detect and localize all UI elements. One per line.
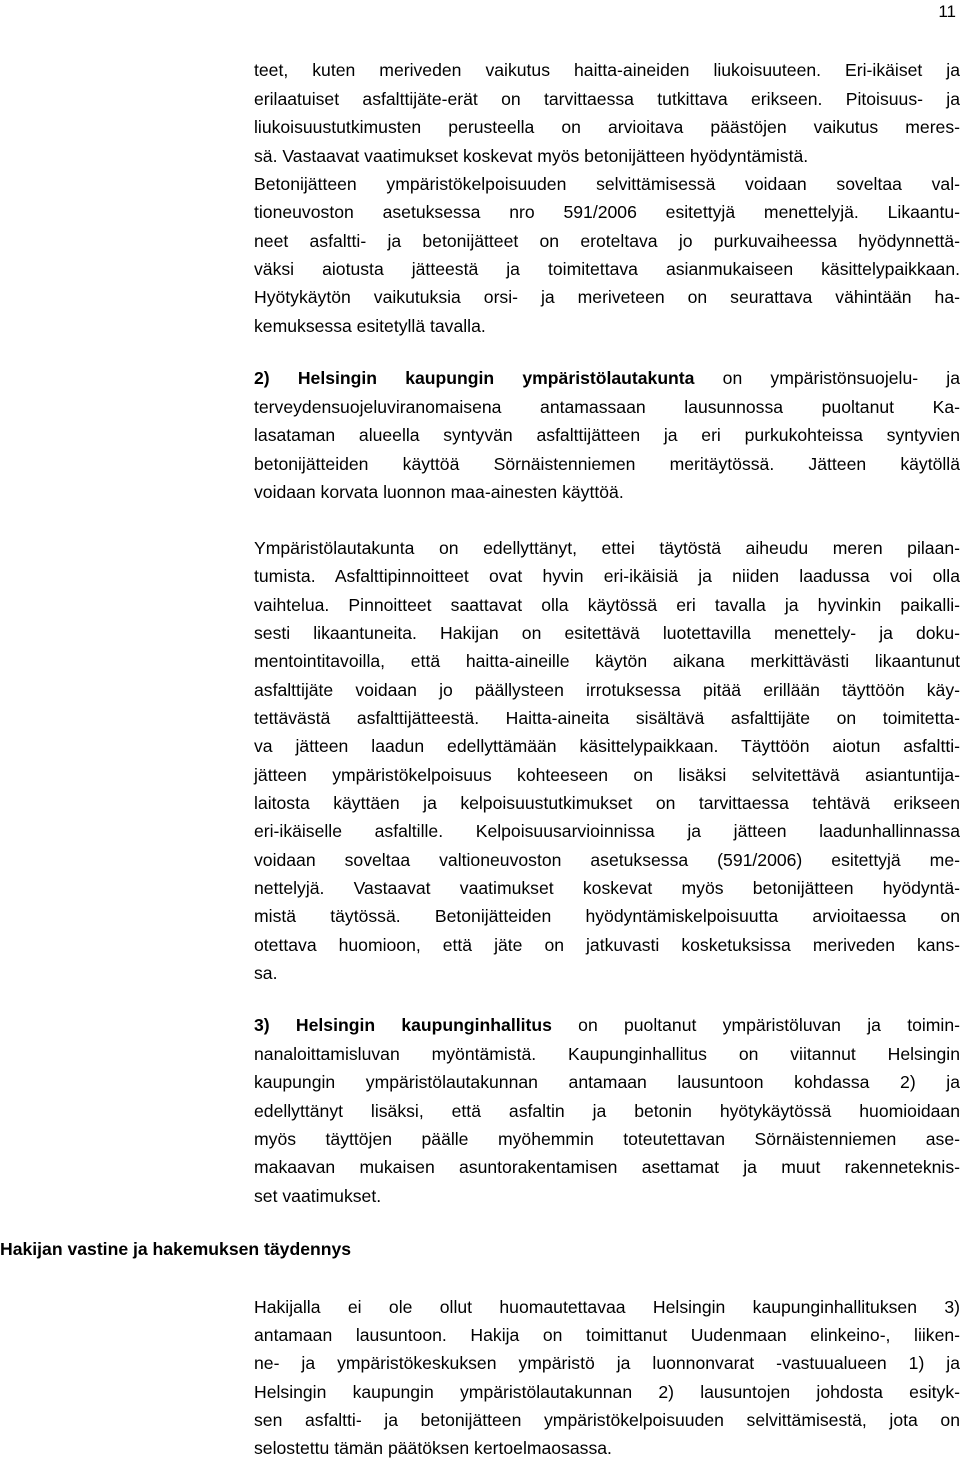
text-line: kaupungin ympäristölautakunnan antamaan lausuntoon kohdassa 2) ja bbox=[254, 1072, 960, 1092]
text-line: mentointitavoilla, että haitta-aineille käytön aikana merkittävästi likaantunut bbox=[254, 651, 960, 671]
text-line: voidaan soveltaa valtioneuvoston asetuksessa (591/2006) esitettyjä me- bbox=[254, 850, 960, 870]
text-line: laitosta käyttäen ja kelpoisuustutkimukset on tarvittaessa tehtävä erikseen bbox=[254, 793, 960, 813]
text-line: neet asfaltti- ja betonijätteet on eroteltava jo purkuvaiheessa hyödynnettä- bbox=[254, 231, 960, 251]
text-line: Hyötykäytön vaikutuksia orsi- ja meriveteen on seurattava vähintään ha- bbox=[254, 287, 960, 307]
text-line: teet, kuten meriveden vaikutus haitta-aineiden liukoisuuteen. Eri-ikäiset ja bbox=[254, 60, 960, 80]
text-line: tioneuvoston asetuksessa nro 591/2006 esitettyjä menettelyjä. Likaantu- bbox=[254, 202, 960, 222]
text-line: antamaan lausuntoon. Hakija on toimittanut Uudenmaan elinkeino-, liiken- bbox=[254, 1325, 960, 1345]
section-heading: Hakijan vastine ja hakemuksen täydennys bbox=[0, 1239, 352, 1259]
text-line: sa. bbox=[254, 963, 278, 983]
text-line: Helsingin kaupungin ympäristölautakunnan 2) lausuntojen johdosta esityk- bbox=[254, 1382, 960, 1402]
text-line: voidaan korvata luonnon maa-ainesten käyttöä. bbox=[254, 482, 624, 502]
page-number: 11 bbox=[938, 2, 956, 21]
text-run: on puoltanut ympäristöluvan ja toimin- bbox=[551, 1015, 960, 1035]
text-line: otettava huomioon, että jäte on jatkuvasti kosketuksissa meriveden kans- bbox=[254, 935, 960, 955]
text-line: sesti likaantuneita. Hakijan on esitettävä luotettavilla menettely- ja doku- bbox=[254, 623, 960, 643]
text-line: edellyttänyt lisäksi, että asfaltin ja betonin hyötykäytössä huomioidaan bbox=[254, 1101, 960, 1121]
text-line: asfalttijäte voidaan jo päällysteen irrotuksessa pitää erillään täyttöön käy- bbox=[254, 680, 960, 700]
text-line: jätteen ympäristökelpoisuus kohteeseen on lisäksi selvitettävä asiantuntija- bbox=[254, 765, 960, 785]
text-line: Betonijätteen ympäristökelpoisuuden selvittämisessä voidaan soveltaa val- bbox=[254, 174, 960, 194]
text-line bbox=[254, 1015, 960, 1035]
text-line: sä. Vastaavat vaatimukset koskevat myös betonijätteen hyödyntämistä. bbox=[254, 146, 809, 166]
text-line: tumista. Asfalttipinnoitteet ovat hyvin eri-ikäisiä ja niiden laadussa voi olla bbox=[254, 566, 960, 586]
text-line: tettävästä asfalttijätteestä. Haitta-aineita sisältävä asfalttijäte on toimitetta- bbox=[254, 708, 960, 728]
text-line: va jätteen laadun edellyttämään käsittelypaikkaan. Täyttöön aiotun asfaltti- bbox=[254, 736, 960, 756]
bold-lead: 3) Helsingin kaupunginhallitus bbox=[254, 1015, 552, 1035]
text-line: nettelyjä. Vastaavat vaatimukset koskevat myös betonijätteen hyödyntä- bbox=[254, 878, 960, 898]
text-line: Ympäristölautakunta on edellyttänyt, ettei täytöstä aiheudu meren pilaan- bbox=[254, 538, 960, 558]
text-line: nanaloittamisluvan myöntämistä. Kaupunginhallitus on viitannut Helsingin bbox=[254, 1044, 960, 1064]
text-line: set vaatimukset. bbox=[254, 1186, 382, 1206]
text-line: makaavan mukaisen asuntorakentamisen asettamat ja muut rakenneteknis- bbox=[254, 1157, 960, 1177]
text-line: sen asfaltti- ja betonijätteen ympäristökelpoisuuden selvittämisestä, jota on bbox=[254, 1410, 960, 1430]
text-line bbox=[254, 368, 960, 388]
text-line: eri-ikäiselle asfaltille. Kelpoisuusarvioinnissa ja jätteen laadunhallinnassa bbox=[254, 821, 960, 841]
text-line: kemuksessa esitetyllä tavalla. bbox=[254, 316, 486, 336]
text-line: myös täyttöjen päälle myöhemmin toteutettavan Sörnäistenniemen ase- bbox=[254, 1129, 960, 1149]
text-line: ne- ja ympäristökeskuksen ympäristö ja luonnonvarat -vastuualueen 1) ja bbox=[254, 1353, 960, 1373]
text-line: Hakijalla ei ole ollut huomautettavaa Helsingin kaupunginhallituksen 3) bbox=[254, 1297, 960, 1317]
bold-lead: 2) Helsingin kaupungin ympäristölautakunta bbox=[254, 368, 695, 388]
text-line: liukoisuustutkimusten perusteella on arvioitava päästöjen vaikutus meres- bbox=[254, 117, 960, 137]
text-line: mistä täytössä. Betonijätteiden hyödyntämiskelpoisuutta arvioitaessa on bbox=[254, 906, 960, 926]
text-line: terveydensuojeluviranomaisena antamassaan lausunnossa puoltanut Ka- bbox=[254, 397, 960, 417]
text-line: lasataman alueella syntyvän asfalttijätteen ja eri purkukohteissa syntyvien bbox=[254, 425, 960, 445]
text-line: väksi aiotusta jätteestä ja toimitettava asianmukaiseen käsittelypaikkaan. bbox=[254, 259, 960, 279]
text-line: betonijätteiden käyttöä Sörnäistenniemen meritäytössä. Jätteen käytöllä bbox=[254, 454, 960, 474]
text-line: selostettu tämän päätöksen kertoelmaosassa. bbox=[254, 1438, 612, 1458]
text-run: on ympäristönsuojelu- ja bbox=[694, 368, 960, 388]
text-line: erilaatuiset asfalttijäte-erät on tarvittaessa tutkittava erikseen. Pitoisuus- ja bbox=[254, 89, 960, 109]
text-line: vaihtelua. Pinnoitteet saattavat olla käytössä eri tavalla ja hyvinkin paikalli- bbox=[254, 595, 960, 615]
